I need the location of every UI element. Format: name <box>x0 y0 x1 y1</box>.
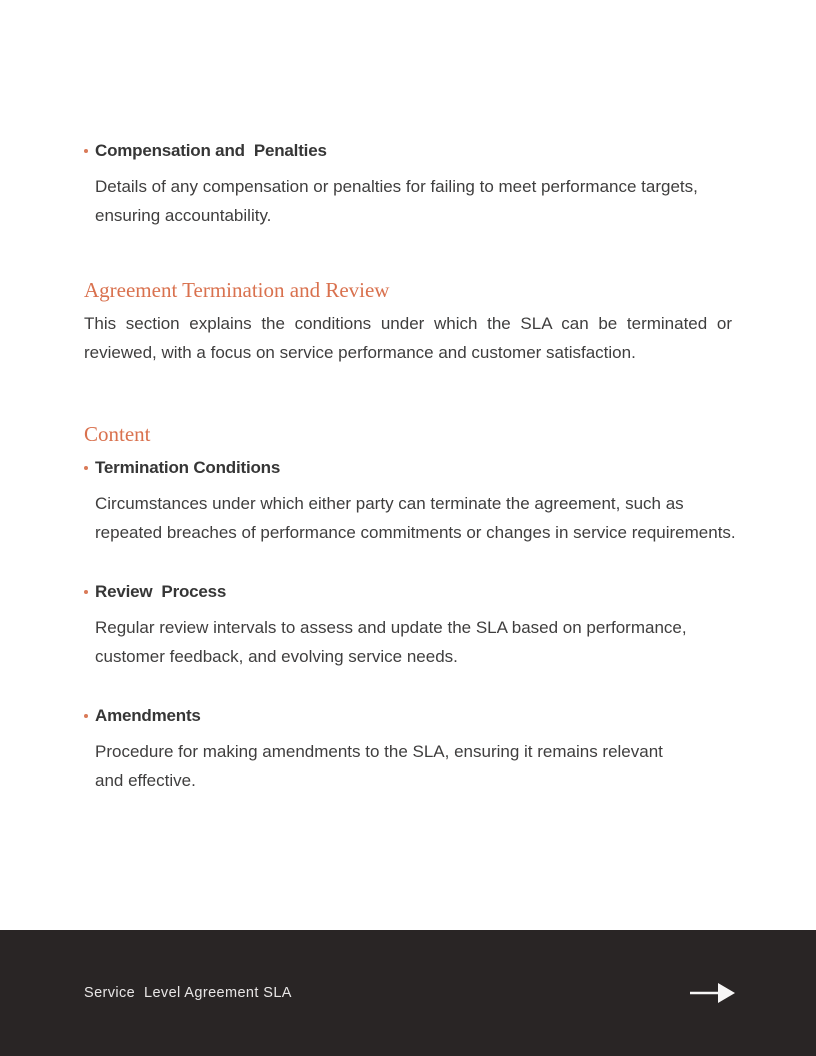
bullet-icon <box>84 590 88 594</box>
list-item <box>84 705 744 795</box>
list-item <box>84 457 744 547</box>
bullet-item-title: Review Process <box>95 582 227 601</box>
bullet-item-title: Compensation and Penalties <box>95 141 327 160</box>
bullet-item-description: Details of any compensation or penalties for failing to meet performance targets, ensuring accountability. <box>95 177 698 225</box>
bullet-icon <box>84 466 88 470</box>
bullet-item-description: Procedure for making amendments to the SLA, ensuring it remains relevant and effective. <box>95 742 663 790</box>
bullet-item-title: Amendments <box>95 706 201 725</box>
bullet-icon <box>84 149 88 153</box>
termination-review-section <box>84 275 744 367</box>
footer-document-title: Service Level Agreement SLA <box>84 985 292 1001</box>
section-paragraph: This section explains the conditions under which the SLA can be terminated or reviewed, with a focus on service performance and customer satisfaction. <box>84 314 732 362</box>
content-heading: Content <box>84 422 151 446</box>
list-item <box>84 581 744 671</box>
section-heading: Agreement Termination and Review <box>84 278 390 302</box>
bullet-item-description: Circumstances under which either party can terminate the agreement, such as repeated breaches of performance commitments or changes in service requirements. <box>95 494 736 542</box>
page-footer <box>0 930 816 1056</box>
bullet-item-description: Regular review intervals to assess and update the SLA based on performance, customer feedback, and evolving service needs. <box>95 618 687 666</box>
bullet-item-title: Termination Conditions <box>95 458 281 477</box>
next-page-arrow-icon[interactable] <box>690 980 736 1006</box>
list-item <box>84 140 744 230</box>
content-section <box>84 419 744 795</box>
bullet-icon <box>84 714 88 718</box>
